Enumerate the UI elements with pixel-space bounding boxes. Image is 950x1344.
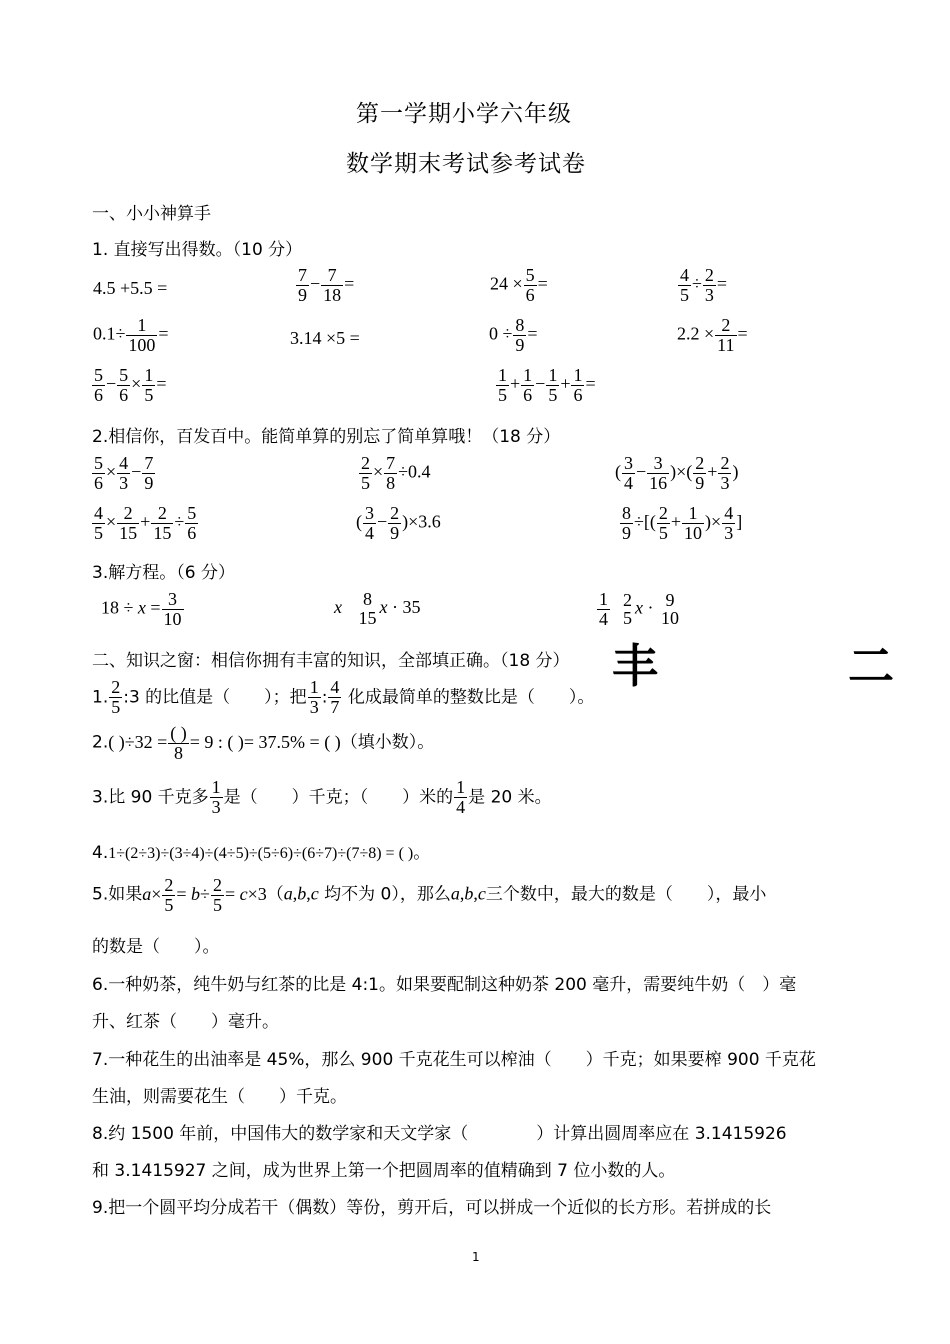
q2-item-5: ( $\frac{3}{4}$ − $\frac{2}{9}$ )×3.6 xyxy=(356,503,441,543)
q1-item-6: 3.14 ×5 = xyxy=(290,328,360,348)
section2-title: 二、知识之窗：相信你拥有丰富的知识，全部填正确。（18 分） xyxy=(92,651,570,671)
q1-label: 1. 直接写出得数。（10 分） xyxy=(92,240,303,260)
s2-q8-line2: 和 3.1415927 之间，成为世界上第一个把圆周率的值精确到 7 位小数的人。 xyxy=(92,1161,676,1181)
q2-item-2: $\frac{2}{5}$ × $\frac{7}{8}$ ÷0.4 xyxy=(361,453,431,493)
title-line-1: 第一学期小学六年级 xyxy=(356,101,572,127)
q1-item-3: 24 × $\frac{5}{6}$ = xyxy=(490,265,548,305)
q1-item-10: $\frac{1}{5}$ + $\frac{1}{6}$ − $\frac{1}{5}$ + $\frac{1}{6}$ = xyxy=(498,365,596,405)
stray-mark-2: 二 xyxy=(848,639,894,693)
q1-item-9: $\frac{5}{6}$ − $\frac{5}{6}$ × $\frac{1}{5}$ = xyxy=(94,365,167,405)
section1-title: 一、小小神算手 xyxy=(92,204,211,224)
q3-label: 3.解方程。（6 分） xyxy=(92,563,235,583)
stray-mark-1: 丰 xyxy=(612,639,658,693)
q1-item-2: $\frac{7}{9}$ − $\frac{7}{18}$ = xyxy=(298,265,355,305)
q2-item-3: ( $\frac{3}{4}$ − $\frac{3}{16}$ )×( $\frac{2}{9}$ + $\frac{2}{3}$ ) xyxy=(615,453,739,493)
s2-q6-line1: 6.一种奶茶，纯牛奶与红茶的比是 4:1。如果要配制这种奶茶 200 毫升，需要纯牛奶（ ）毫 xyxy=(92,975,797,995)
s2-q2: 2.( )÷32 = $\frac{( )}{8}$ = 9 : ( )= 37.5% = ( )（填小数）。 xyxy=(92,723,435,763)
q2-item-1: $\frac{5}{6}$ × $\frac{4}{3}$ − $\frac{7}{9}$ xyxy=(94,453,154,493)
s2-q4: 4.1÷(2÷3)÷(3÷4)÷(4÷5)÷(5÷6)÷(6÷7)÷(7÷8) = ( )。 xyxy=(92,843,431,863)
s2-q9-line1: 9.把一个圆平均分成若干（偶数）等份，剪开后，可以拼成一个近似的长方形。若拼成的长 xyxy=(92,1198,772,1218)
s2-q5-line1: 5.如果a× $\frac{2}{5}$ = b÷ $\frac{2}{5}$ = c×3（a,b,c 均不为 0），那么a,b,c三个数中，最大的数是（ ），最小 xyxy=(92,875,767,915)
s2-q6-line2: 升、红茶（ ）毫升。 xyxy=(92,1012,279,1032)
q3-item-2: x 8 15 x · 35 xyxy=(334,589,421,628)
q1-item-7: 0 ÷ $\frac{8}{9}$ = xyxy=(489,315,538,355)
q2-item-6: $\frac{8}{9}$ ÷[( $\frac{2}{5}$ + $\frac{1}{10}$ )× $\frac{4}{3}$ ] xyxy=(622,503,743,543)
s2-q5-line2: 的数是（ ）。 xyxy=(92,937,220,957)
q3-item-3: $\frac{1}{4}$ 2 5 x · 9 10 xyxy=(599,589,679,629)
q1-item-1: 4.5 +5.5 = xyxy=(93,278,168,298)
s2-q8-line1: 8.约 1500 年前，中国伟大的数学家和天文学家（ ）计算出圆周率应在 3.1415926 xyxy=(92,1124,787,1144)
page-number: 1 xyxy=(472,1250,480,1264)
s2-q7-line1: 7.一种花生的出油率是 45%，那么 900 千克花生可以榨油（ ）千克；如果要榨 900 千克花 xyxy=(92,1050,816,1070)
s2-q7-line2: 生油，则需要花生（ ）千克。 xyxy=(92,1087,347,1107)
q1-item-8: 2.2 × $\frac{2}{11}$ = xyxy=(677,315,748,355)
q2-item-4: $\frac{4}{5}$ × $\frac{2}{15}$ + $\frac{2}{15}$ ÷ $\frac{5}{6}$ xyxy=(94,503,197,543)
q3-item-1: 18 ÷ x = $\frac{3}{10}$ xyxy=(101,589,182,629)
s2-q1: 1. $\frac{2}{5}$ :3 的比值是（ ）；把 $\frac{1}{3}$ : $\frac{4}{7}$ 化成最简单的整数比是（ ）。 xyxy=(92,677,595,717)
title-line-2: 数学期末考试参考试卷 xyxy=(346,151,586,177)
q1-item-5: 0.1÷ $\frac{1}{100}$ = xyxy=(93,315,169,355)
q2-label: 2.相信你，百发百中。能简单算的别忘了简单算哦！（18 分） xyxy=(92,427,561,447)
s2-q3: 3.比 90 千克多 $\frac{1}{3}$ 是（ ）千克；（ ）米的 $\frac{1}{4}$ 是 20 米。 xyxy=(92,777,552,817)
q1-item-4: $\frac{4}{5}$ ÷ $\frac{2}{3}$ = xyxy=(680,265,728,305)
